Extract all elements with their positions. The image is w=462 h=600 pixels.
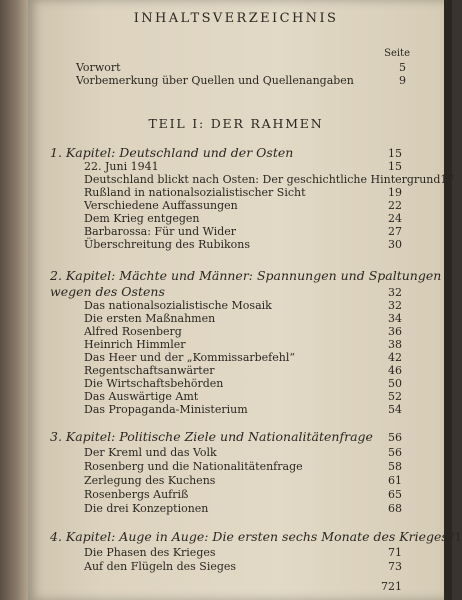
toc-entry-label: 22. Juni 1941 bbox=[84, 160, 159, 173]
toc-entry bbox=[84, 338, 402, 351]
toc-entry bbox=[84, 474, 402, 487]
toc-entry bbox=[84, 364, 402, 377]
toc-entry-label: Die ersten Maßnahmen bbox=[84, 312, 216, 325]
toc-entry bbox=[84, 212, 402, 225]
toc-entry-label: Heinrich Himmler bbox=[84, 338, 186, 351]
toc-entry-label: Vorbemerkung über Quellen und Quellenangaben bbox=[76, 74, 354, 87]
toc-entry-page: 58 bbox=[388, 460, 402, 473]
toc-entry-label: Regentschaftsanwärter bbox=[84, 364, 215, 377]
toc-entry bbox=[84, 560, 402, 573]
toc-entry bbox=[76, 61, 406, 74]
toc-entry-page: 65 bbox=[388, 488, 402, 501]
chapter-heading bbox=[50, 145, 402, 160]
toc-entry bbox=[84, 460, 402, 473]
part-title: TEIL I: DER RAHMEN bbox=[148, 116, 324, 131]
toc-entry bbox=[84, 502, 402, 515]
toc-entry bbox=[84, 238, 402, 251]
toc-entry-page: 50 bbox=[388, 377, 402, 390]
toc-entry bbox=[84, 312, 402, 325]
toc-entry-page: 15 bbox=[388, 160, 402, 173]
toc-entry bbox=[84, 186, 402, 199]
toc-entry-page: 71 bbox=[388, 546, 402, 559]
chapter-page: 71 bbox=[447, 531, 462, 544]
toc-entry-label: Rosenberg und die Nationalitätenfrage bbox=[84, 460, 303, 473]
toc-entry-page: 46 bbox=[388, 364, 402, 377]
toc-entry-label: Der Kreml und das Volk bbox=[84, 446, 217, 459]
toc-entry-page: 38 bbox=[388, 338, 402, 351]
toc-entry-page: 73 bbox=[388, 560, 402, 573]
chapter-title-continued: wegen des Ostens bbox=[50, 284, 165, 299]
toc-entry-label: Vorwort bbox=[76, 61, 121, 74]
toc-entry bbox=[84, 173, 455, 186]
toc-entry-page: 52 bbox=[388, 390, 402, 403]
seite-label: Seite bbox=[384, 48, 410, 59]
chapter-heading bbox=[50, 429, 402, 444]
chapter-title: 2. Kapitel: Mächte und Männer: Spannungen und Spaltungen bbox=[50, 268, 442, 283]
toc-entry-label: Deutschland blickt nach Osten: Der geschichtliche Hintergrund bbox=[84, 173, 441, 186]
toc-entry-label: Die Phasen des Krieges bbox=[84, 546, 216, 559]
book-page bbox=[28, 0, 462, 600]
toc-entry-page: 34 bbox=[388, 312, 402, 325]
toc-entry bbox=[84, 199, 402, 212]
toc-entry-label: Das Auswärtige Amt bbox=[84, 390, 199, 403]
toc-entry-page: 32 bbox=[388, 299, 402, 312]
book-edge bbox=[444, 0, 452, 600]
toc-entry bbox=[84, 351, 402, 364]
chapter-title: 3. Kapitel: Politische Ziele und Nationalitätenfrage bbox=[50, 429, 373, 444]
toc-entry bbox=[76, 74, 406, 87]
toc-entry bbox=[84, 488, 402, 501]
chapter-title: 1. Kapitel: Deutschland und der Osten bbox=[50, 145, 294, 160]
toc-entry-label: Rußland in nationalsozialistischer Sicht bbox=[84, 186, 306, 199]
toc-entry-page: 30 bbox=[388, 238, 402, 251]
toc-entry-label: Auf den Flügeln des Sieges bbox=[84, 560, 237, 573]
toc-entry bbox=[84, 390, 402, 403]
toc-entry-label: Das Heer und der „Kommissarbefehl“ bbox=[84, 351, 295, 364]
page-number: 721 bbox=[381, 580, 402, 593]
toc-entry-page: 22 bbox=[388, 199, 402, 212]
toc-entry-page: 24 bbox=[388, 212, 402, 225]
toc-entry-page: 68 bbox=[388, 502, 402, 515]
book-spine-shadow bbox=[0, 0, 28, 600]
toc-entry-page: 17 bbox=[440, 173, 455, 186]
page-title: INHALTSVERZEICHNIS bbox=[133, 11, 339, 26]
toc-entry-label: Alfred Rosenberg bbox=[84, 325, 182, 338]
toc-entry bbox=[84, 225, 402, 238]
toc-entry-label: Die Wirtschaftsbehörden bbox=[84, 377, 224, 390]
chapter-heading bbox=[50, 529, 462, 544]
toc-entry-page: 5 bbox=[399, 61, 406, 74]
toc-entry-page: 9 bbox=[399, 74, 406, 87]
toc-entry-page: 56 bbox=[388, 446, 402, 459]
chapter-page: 15 bbox=[388, 147, 402, 160]
toc-entry-page: 27 bbox=[388, 225, 402, 238]
toc-entry-page: 36 bbox=[388, 325, 402, 338]
toc-entry-page: 19 bbox=[388, 186, 402, 199]
toc-entry-label: Das Propaganda-Ministerium bbox=[84, 403, 248, 416]
toc-entry bbox=[84, 403, 402, 416]
chapter-page: 56 bbox=[388, 431, 402, 444]
toc-entry-page: 42 bbox=[388, 351, 402, 364]
toc-entry bbox=[84, 299, 402, 312]
toc-entry-label: Barbarossa: Für und Wider bbox=[84, 225, 237, 238]
chapter-title: 4. Kapitel: Auge in Auge: Die ersten sechs Monate des Krieges bbox=[50, 529, 448, 544]
toc-entry bbox=[84, 325, 402, 338]
toc-entry bbox=[84, 546, 402, 559]
chapter-page: 32 bbox=[388, 286, 402, 299]
toc-entry-page: 54 bbox=[388, 403, 402, 416]
toc-entry bbox=[84, 446, 402, 459]
toc-entry-label: Verschiedene Auffassungen bbox=[84, 199, 238, 212]
toc-entry-label: Überschreitung des Rubikons bbox=[84, 238, 251, 251]
chapter-heading bbox=[50, 284, 402, 299]
toc-entry-label: Das nationalsozialistische Mosaik bbox=[84, 299, 272, 312]
toc-entry bbox=[84, 377, 402, 390]
toc-entry-page: 61 bbox=[388, 474, 402, 487]
toc-entry bbox=[84, 160, 402, 173]
toc-entry-label: Zerlegung des Kuchens bbox=[84, 474, 216, 487]
toc-entry-label: Rosenbergs Aufriß bbox=[84, 488, 189, 501]
toc-entry-label: Die drei Konzeptionen bbox=[84, 502, 209, 515]
toc-entry-label: Dem Krieg entgegen bbox=[84, 212, 200, 225]
